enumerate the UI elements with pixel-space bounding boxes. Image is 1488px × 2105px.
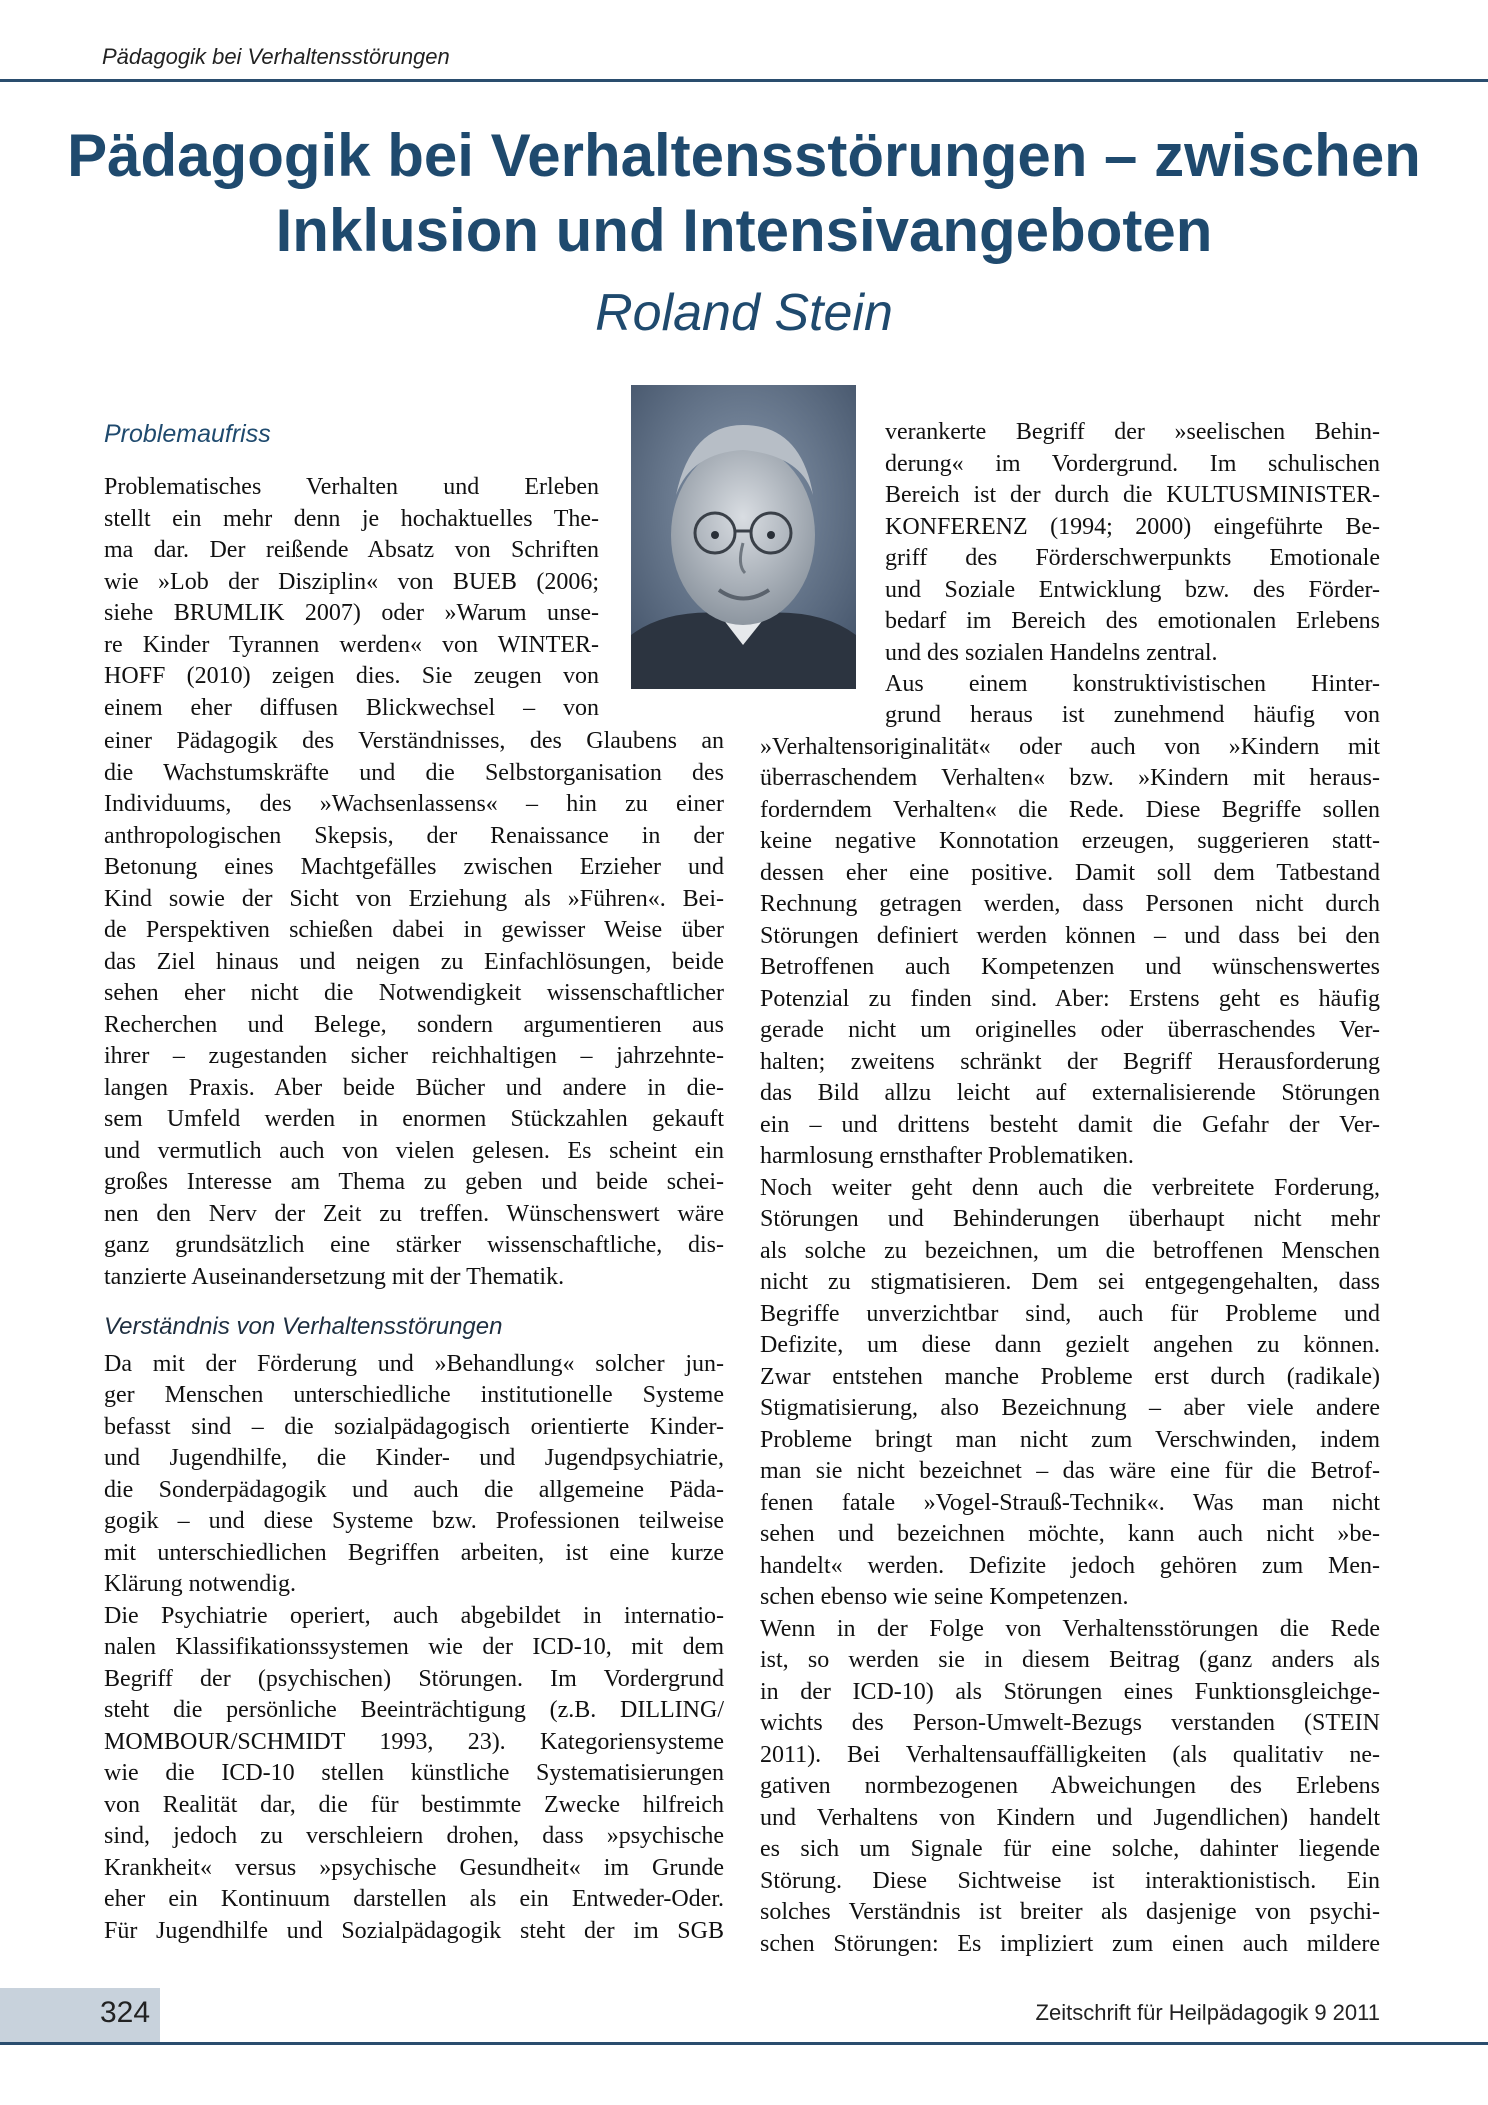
text-line: wie die ICD-10 stellen künstliche Systematisierungen bbox=[104, 1760, 724, 1786]
text-line: und Jugendhilfe, die Kinder- und Jugendpsychiatrie, bbox=[104, 1445, 724, 1471]
running-head: Pädagogik bei Verhaltensstörungen bbox=[102, 44, 450, 69]
text-line: derung« im Vordergrund. Im schulischen bbox=[885, 450, 1380, 477]
text-line: gativen normbezogenen Abweichungen des Erlebens bbox=[760, 1773, 1380, 1799]
text-line: Da mit der Förderung und »Behandlung« solcher jun- bbox=[104, 1350, 724, 1377]
text-line: siehe BRUMLIK 2007) oder »Warum unse- bbox=[104, 600, 599, 626]
text-line: ger Menschen unterschiedliche institutionelle Systeme bbox=[104, 1382, 724, 1408]
text-line: MOMBOUR/SCHMIDT 1993, 23). Kategoriensysteme bbox=[104, 1728, 724, 1755]
text-line: Individuums, des »Wachsenlassens« – hin zu einer bbox=[104, 791, 724, 817]
text-line: schen ebenso wie seine Kompetenzen. bbox=[760, 1584, 1129, 1610]
journal-citation: Zeitschrift für Heilpädagogik 9 2011 bbox=[1035, 2000, 1380, 2025]
title-line-1: Pädagogik bei Verhaltensstörungen – zwischen bbox=[67, 122, 1421, 189]
author-name: Roland Stein bbox=[595, 284, 893, 342]
text-line: nalen Klassifikationssystemen wie der ICD-10, mit dem bbox=[104, 1634, 724, 1660]
text-line: solches Verständnis ist breiter als dasjenige von psychi- bbox=[760, 1899, 1380, 1925]
text-line: großes Interesse am Thema zu geben und beide schei- bbox=[104, 1169, 724, 1195]
text-line: Störungen und Behinderungen überhaupt nicht mehr bbox=[760, 1206, 1380, 1232]
text-line: und des sozialen Handelns zentral. bbox=[885, 639, 1218, 666]
section-heading-verstaendnis: Verständnis von Verhaltensstörungen bbox=[104, 1313, 503, 1340]
text-line: schen Störungen: Es impliziert zum einen auch mildere bbox=[760, 1930, 1380, 1957]
text-line: »Verhaltensoriginalität« oder auch von »Kindern mit bbox=[760, 733, 1380, 760]
text-line: als solche zu bezeichnen, um die betroffenen Menschen bbox=[760, 1237, 1380, 1264]
text-line: nen den Nerv der Zeit zu treffen. Wünschenswert wäre bbox=[104, 1200, 724, 1227]
text-line: wichts des Person-Umwelt-Bezugs verstanden (STEIN bbox=[760, 1710, 1380, 1736]
text-line: 2011). Bei Verhaltensauffälligkeiten (als qualitativ ne- bbox=[760, 1741, 1380, 1768]
text-line: das Bild allzu leicht auf externalisierende Störungen bbox=[760, 1080, 1380, 1106]
text-line: grund heraus ist zunehmend häufig von bbox=[885, 702, 1380, 728]
right-column-body bbox=[760, 700, 1380, 1960]
text-line: langen Praxis. Aber beide Bücher und andere in die- bbox=[104, 1074, 724, 1101]
text-line: Wenn in der Folge von Verhaltensstörungen die Rede bbox=[760, 1615, 1380, 1642]
text-line: die Sonderpädagogik und auch die allgemeine Päda- bbox=[104, 1476, 724, 1503]
text-line: Krankheit« versus »psychische Gesundheit« im Grunde bbox=[104, 1854, 724, 1881]
text-line: wie »Lob der Disziplin« von BUEB (2006; bbox=[104, 568, 599, 595]
left-column-body bbox=[104, 726, 724, 1947]
text-line: ihrer – zugestanden sicher reichhaltigen – jahrzehnte- bbox=[104, 1043, 724, 1069]
text-line: von Realität dar, die für bestimmte Zwecke hilfreich bbox=[104, 1791, 724, 1818]
text-line: sind, jedoch zu verschleiern drohen, dass »psychische bbox=[104, 1823, 724, 1849]
text-line: griff des Förderschwerpunkts Emotionale bbox=[885, 545, 1380, 571]
text-line: es sich um Signale für eine solche, dahinter liegende bbox=[760, 1836, 1380, 1862]
text-line: ganz grundsätzlich eine stärker wissenschaftliche, dis- bbox=[104, 1232, 724, 1258]
text-line: Recherchen und Belege, sondern argumentieren aus bbox=[104, 1011, 724, 1038]
title-line-2: Inklusion und Intensivangeboten bbox=[275, 197, 1213, 264]
intro-paragraph-wrapped bbox=[104, 472, 599, 724]
footer-rule bbox=[0, 2042, 1488, 2045]
text-line: sehen und bezeichnen möchte, kann auch nicht »be- bbox=[760, 1521, 1380, 1547]
text-line: steht die persönliche Beeinträchtigung (z.B. DILLING/ bbox=[104, 1697, 724, 1723]
text-line: forderndem Verhalten« die Rede. Diese Begriffe sollen bbox=[760, 796, 1380, 823]
text-line: dessen eher eine positive. Damit soll dem Tatbestand bbox=[760, 859, 1380, 886]
text-line: und Soziale Entwicklung bzw. des Förder- bbox=[885, 576, 1380, 603]
text-line: nicht zu stigmatisieren. Dem sei entgegengehalten, dass bbox=[760, 1269, 1380, 1295]
text-line: Betroffenen auch Kompetenzen und wünschenswertes bbox=[760, 954, 1380, 980]
text-line: überraschendem Verhalten« bzw. »Kindern mit heraus- bbox=[760, 765, 1380, 791]
text-line: eher ein Kontinuum darstellen als ein Entweder-Oder. bbox=[104, 1886, 724, 1912]
text-line: Störung. Diese Sichtweise ist interaktionistisch. Ein bbox=[760, 1867, 1380, 1894]
text-line: verankerte Begriff der »seelischen Behin- bbox=[885, 419, 1380, 445]
text-line: und vermutlich auch von vielen gelesen. Es scheint ein bbox=[104, 1137, 724, 1164]
text-line: Betonung eines Machtgefälles zwischen Erzieher und bbox=[104, 854, 724, 880]
text-line: Zwar entstehen manche Probleme erst durch (radikale) bbox=[760, 1363, 1380, 1390]
text-line: sehen eher nicht die Notwendigkeit wissenschaftlicher bbox=[104, 980, 724, 1006]
text-line: Bereich ist der durch die KULTUSMINISTER- bbox=[885, 482, 1380, 508]
text-line: das Ziel hinaus und neigen zu Einfachlösungen, beide bbox=[104, 948, 724, 975]
text-line: einer Pädagogik des Verständnisses, des Glaubens an bbox=[104, 728, 724, 754]
text-line: sem Umfeld werden in enormen Stückzahlen gekauft bbox=[104, 1106, 724, 1132]
text-line: Aus einem konstruktivistischen Hinter- bbox=[885, 671, 1380, 697]
text-line: harmlosung ernsthafter Problematiken. bbox=[760, 1143, 1134, 1169]
text-line: Begriffe unverzichtbar sind, auch für Probleme und bbox=[760, 1300, 1380, 1327]
text-line: gogik – und diese Systeme bzw. Professionen teilweise bbox=[104, 1508, 724, 1534]
text-line: Defizite, um diese dann gezielt angehen zu können. bbox=[760, 1332, 1380, 1358]
section-heading-problemaufriss: Problemaufriss bbox=[104, 420, 271, 448]
text-line: ist, so werden sie in diesem Beitrag (ganz anders als bbox=[760, 1647, 1380, 1673]
text-line: keine negative Konnotation erzeugen, suggerieren statt- bbox=[760, 828, 1380, 854]
text-line: Stigmatisierung, also Bezeichnung – aber viele andere bbox=[760, 1395, 1380, 1421]
text-line: tanzierte Auseinandersetzung mit der Thematik. bbox=[104, 1263, 565, 1290]
text-line: Problematisches Verhalten und Erleben bbox=[104, 474, 599, 500]
text-line: befasst sind – die sozialpädagogisch orientierte Kinder- bbox=[104, 1413, 724, 1440]
text-line: einem eher diffusen Blickwechsel – von bbox=[104, 694, 599, 721]
text-line: Die Psychiatrie operiert, auch abgebildet in internatio- bbox=[104, 1602, 724, 1629]
text-line: KONFERENZ (1994; 2000) eingeführte Be- bbox=[885, 513, 1380, 540]
right-column-top bbox=[885, 417, 1380, 701]
text-line: Kind sowie der Sicht von Erziehung als »Führen«. Bei- bbox=[104, 885, 724, 912]
article-title bbox=[0, 118, 1488, 268]
text-line: halten; zweitens schränkt der Begriff Herausforderung bbox=[760, 1048, 1380, 1075]
text-line: handelt« werden. Defizite jedoch gehören zum Men- bbox=[760, 1552, 1380, 1579]
text-line: die Wachstumskräfte und die Selbstorganisation des bbox=[104, 759, 724, 786]
text-line: de Perspektiven schießen dabei in gewisser Weise über bbox=[104, 917, 724, 943]
text-line: fenen fatale »Vogel-Strauß-Technik«. Was man nicht bbox=[760, 1489, 1380, 1516]
text-line: stellt ein mehr denn je hochaktuelles The- bbox=[104, 505, 599, 532]
text-line: Begriff der (psychischen) Störungen. Im Vordergrund bbox=[104, 1665, 724, 1692]
text-line: HOFF (2010) zeigen dies. Sie zeugen von bbox=[104, 663, 599, 689]
header-rule bbox=[0, 79, 1488, 82]
text-line: bedarf im Bereich des emotionalen Erlebens bbox=[885, 608, 1380, 634]
page-number: 324 bbox=[100, 1996, 151, 2029]
text-line: Klärung notwendig. bbox=[104, 1571, 296, 1597]
text-line: Störungen definiert werden können – und dass bei den bbox=[760, 922, 1380, 949]
text-line: Für Jugendhilfe und Sozialpädagogik steht der im SGB bbox=[104, 1917, 724, 1944]
text-line: man sie nicht bezeichnet – das wäre eine für die Betrof- bbox=[760, 1458, 1380, 1484]
text-line: Potenzial zu finden sind. Aber: Erstens geht es häufig bbox=[760, 985, 1380, 1012]
text-line: anthropologischen Skepsis, der Renaissance in der bbox=[104, 822, 724, 849]
text-line: ma dar. Der reißende Absatz von Schriften bbox=[104, 537, 599, 563]
text-line: Rechnung getragen werden, dass Personen nicht durch bbox=[760, 891, 1380, 917]
author-photo bbox=[631, 385, 856, 689]
text-line: Probleme bringt man nicht zum Verschwinden, indem bbox=[760, 1426, 1380, 1453]
text-line: Noch weiter geht denn auch die verbreitete Forderung, bbox=[760, 1174, 1380, 1201]
text-line: ein – und drittens besteht damit die Gefahr der Ver- bbox=[760, 1111, 1380, 1138]
text-line: und Verhaltens von Kindern und Jugendlichen) handelt bbox=[760, 1804, 1380, 1831]
text-line: in der ICD-10) als Störungen eines Funktionsgleichge- bbox=[760, 1678, 1380, 1705]
text-line: gerade nicht um originelles oder überraschendes Ver- bbox=[760, 1017, 1380, 1043]
text-line: mit unterschiedlichen Begriffen arbeiten, ist eine kurze bbox=[104, 1539, 724, 1566]
text-line: re Kinder Tyrannen werden« von WINTER- bbox=[104, 631, 599, 658]
